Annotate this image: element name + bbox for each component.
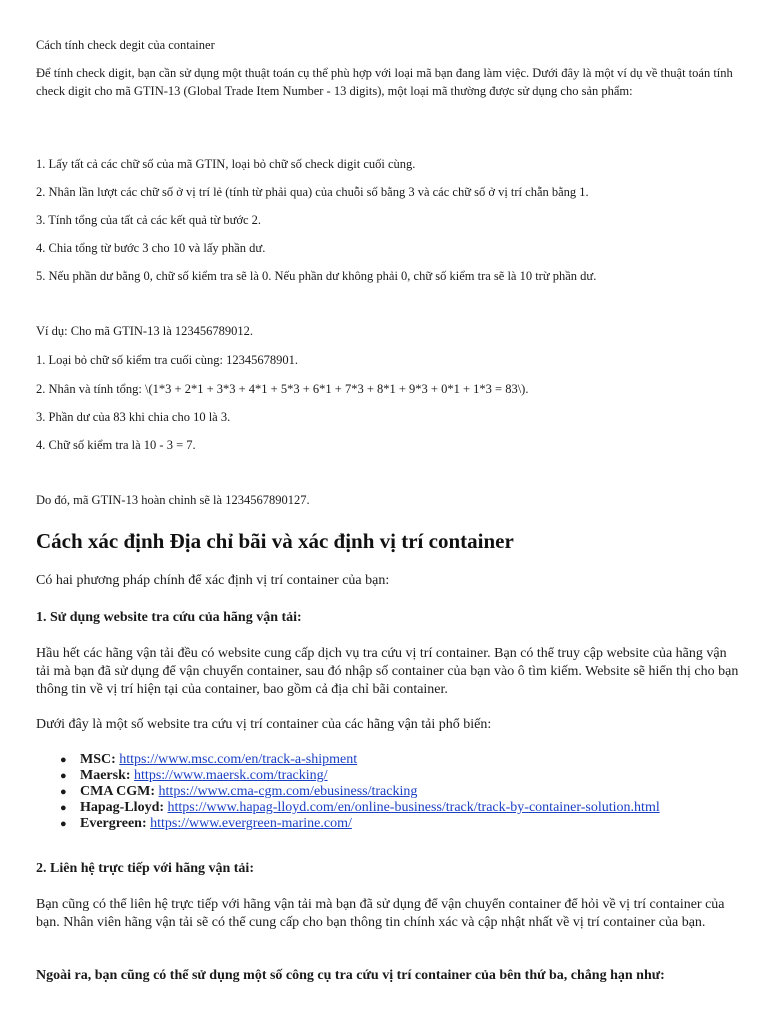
step-1: 1. Lấy tất cả các chữ số của mã GTIN, loại bỏ chữ số check digit cuối cùng. bbox=[36, 157, 416, 171]
bullet-icon: ● bbox=[60, 818, 67, 830]
conclusion: Do đó, mã GTIN-13 hoàn chỉnh sẽ là 1234567890127. bbox=[36, 493, 310, 507]
carrier-link-cma-cgm[interactable]: https://www.cma-cgm.com/ebusiness/tracking bbox=[158, 784, 418, 799]
section-title: Cách tính check degit của container bbox=[36, 38, 215, 52]
example-step-2: 2. Nhân và tính tổng: \(1*3 + 2*1 + 3*3 + 4*1 + 5*3 + 6*1 + 7*3 + 8*1 + 9*3 + 0*1 + 1*3 = 83\). bbox=[36, 382, 529, 396]
carrier-link-evergreen[interactable]: https://www.evergreen-marine.com/ bbox=[150, 816, 352, 831]
carrier-item-cma-cgm bbox=[36, 784, 740, 800]
intro-paragraph: Để tính check digit, bạn cần sử dụng một thuật toán cụ thể phù hợp với loại mã bạn đang làm việc. Dưới đây là một ví dụ về thuật toán tính check digit cho mã GTIN-13 (Global Trade Item Number - 13 digits), một loại mã thường được sử dụng cho sản phẩm: bbox=[36, 66, 733, 98]
carrier-name: Evergreen: bbox=[80, 816, 147, 831]
closing-paragraph: Ngoài ra, bạn cũng có thể sử dụng một số công cụ tra cứu vị trí container của bên thứ ba, chẳng hạn như: bbox=[36, 968, 665, 983]
carrier-item-hapag-lloyd bbox=[36, 800, 740, 816]
carrier-link-maersk[interactable]: https://www.maersk.com/tracking/ bbox=[134, 768, 328, 783]
carrier-item-evergreen bbox=[36, 816, 740, 832]
step-5: 5. Nếu phần dư bằng 0, chữ số kiểm tra sẽ là 0. Nếu phần dư không phải 0, chữ số kiểm tra sẽ là 10 trừ phần dư. bbox=[36, 269, 597, 283]
carrier-item-maersk bbox=[36, 768, 740, 784]
carrier-list bbox=[36, 752, 740, 832]
carrier-name: CMA CGM: bbox=[80, 784, 156, 799]
example-step-3: 3. Phần dư của 83 khi chia cho 10 là 3. bbox=[36, 410, 231, 424]
location-heading: Cách xác định Địa chỉ bãi và xác định vị trí container bbox=[36, 529, 514, 553]
bullet-icon: ● bbox=[60, 754, 67, 766]
bullet-icon: ● bbox=[60, 802, 67, 814]
method-1-body: Hầu hết các hãng vận tải đều có website cung cấp dịch vụ tra cứu vị trí container. Bạn có thể truy cập website của hãng vận tải mà bạn đã sử dụng để vận chuyển container, sau đó nhập số container của bạn vào ô tìm kiếm. Website sẽ hiển thị cho bạn thông tin về vị trí hiện tại của container, bao gồm cả địa chỉ bãi container. bbox=[36, 646, 739, 697]
step-2: 2. Nhân lần lượt các chữ số ở vị trí lẻ (tính từ phải qua) của chuỗi số bằng 3 và các chữ số ở vị trí chẵn bằng 1. bbox=[36, 185, 589, 199]
method-2-title: 2. Liên hệ trực tiếp với hãng vận tải: bbox=[36, 861, 254, 876]
example-intro: Ví dụ: Cho mã GTIN-13 là 123456789012. bbox=[36, 324, 253, 338]
location-intro: Có hai phương pháp chính để xác định vị trí container của bạn: bbox=[36, 573, 390, 588]
method-2-body: Bạn cũng có thể liên hệ trực tiếp với hãng vận tải mà bạn đã sử dụng để vận chuyển container để hỏi về vị trí container của bạn. Nhân viên hãng vận tải sẽ có thể cung cấp cho bạn thông tin chính xác và cập nhật nhất về vị trí container của bạn. bbox=[36, 897, 725, 930]
carrier-list-intro: Dưới đây là một số website tra cứu vị trí container của các hãng vận tải phổ biến: bbox=[36, 717, 492, 732]
step-3: 3. Tính tổng của tất cả các kết quả từ bước 2. bbox=[36, 213, 262, 227]
carrier-name: Hapag-Lloyd: bbox=[80, 800, 165, 815]
carrier-link-msc[interactable]: https://www.msc.com/en/track-a-shipment bbox=[119, 752, 358, 767]
bullet-icon: ● bbox=[60, 770, 67, 782]
carrier-link-hapag-lloyd[interactable]: https://www.hapag-lloyd.com/en/online-business/track/track-by-container-solution.html bbox=[167, 800, 660, 815]
carrier-item-msc bbox=[36, 752, 740, 768]
carrier-name: Maersk: bbox=[80, 768, 131, 783]
carrier-name: MSC: bbox=[80, 752, 116, 767]
step-4: 4. Chia tổng từ bước 3 cho 10 và lấy phần dư. bbox=[36, 241, 266, 255]
method-1-title: 1. Sử dụng website tra cứu của hãng vận tải: bbox=[36, 610, 302, 625]
example-step-4: 4. Chữ số kiểm tra là 10 - 3 = 7. bbox=[36, 438, 196, 452]
bullet-icon: ● bbox=[60, 786, 67, 798]
example-step-1: 1. Loại bỏ chữ số kiểm tra cuối cùng: 12345678901. bbox=[36, 353, 298, 367]
